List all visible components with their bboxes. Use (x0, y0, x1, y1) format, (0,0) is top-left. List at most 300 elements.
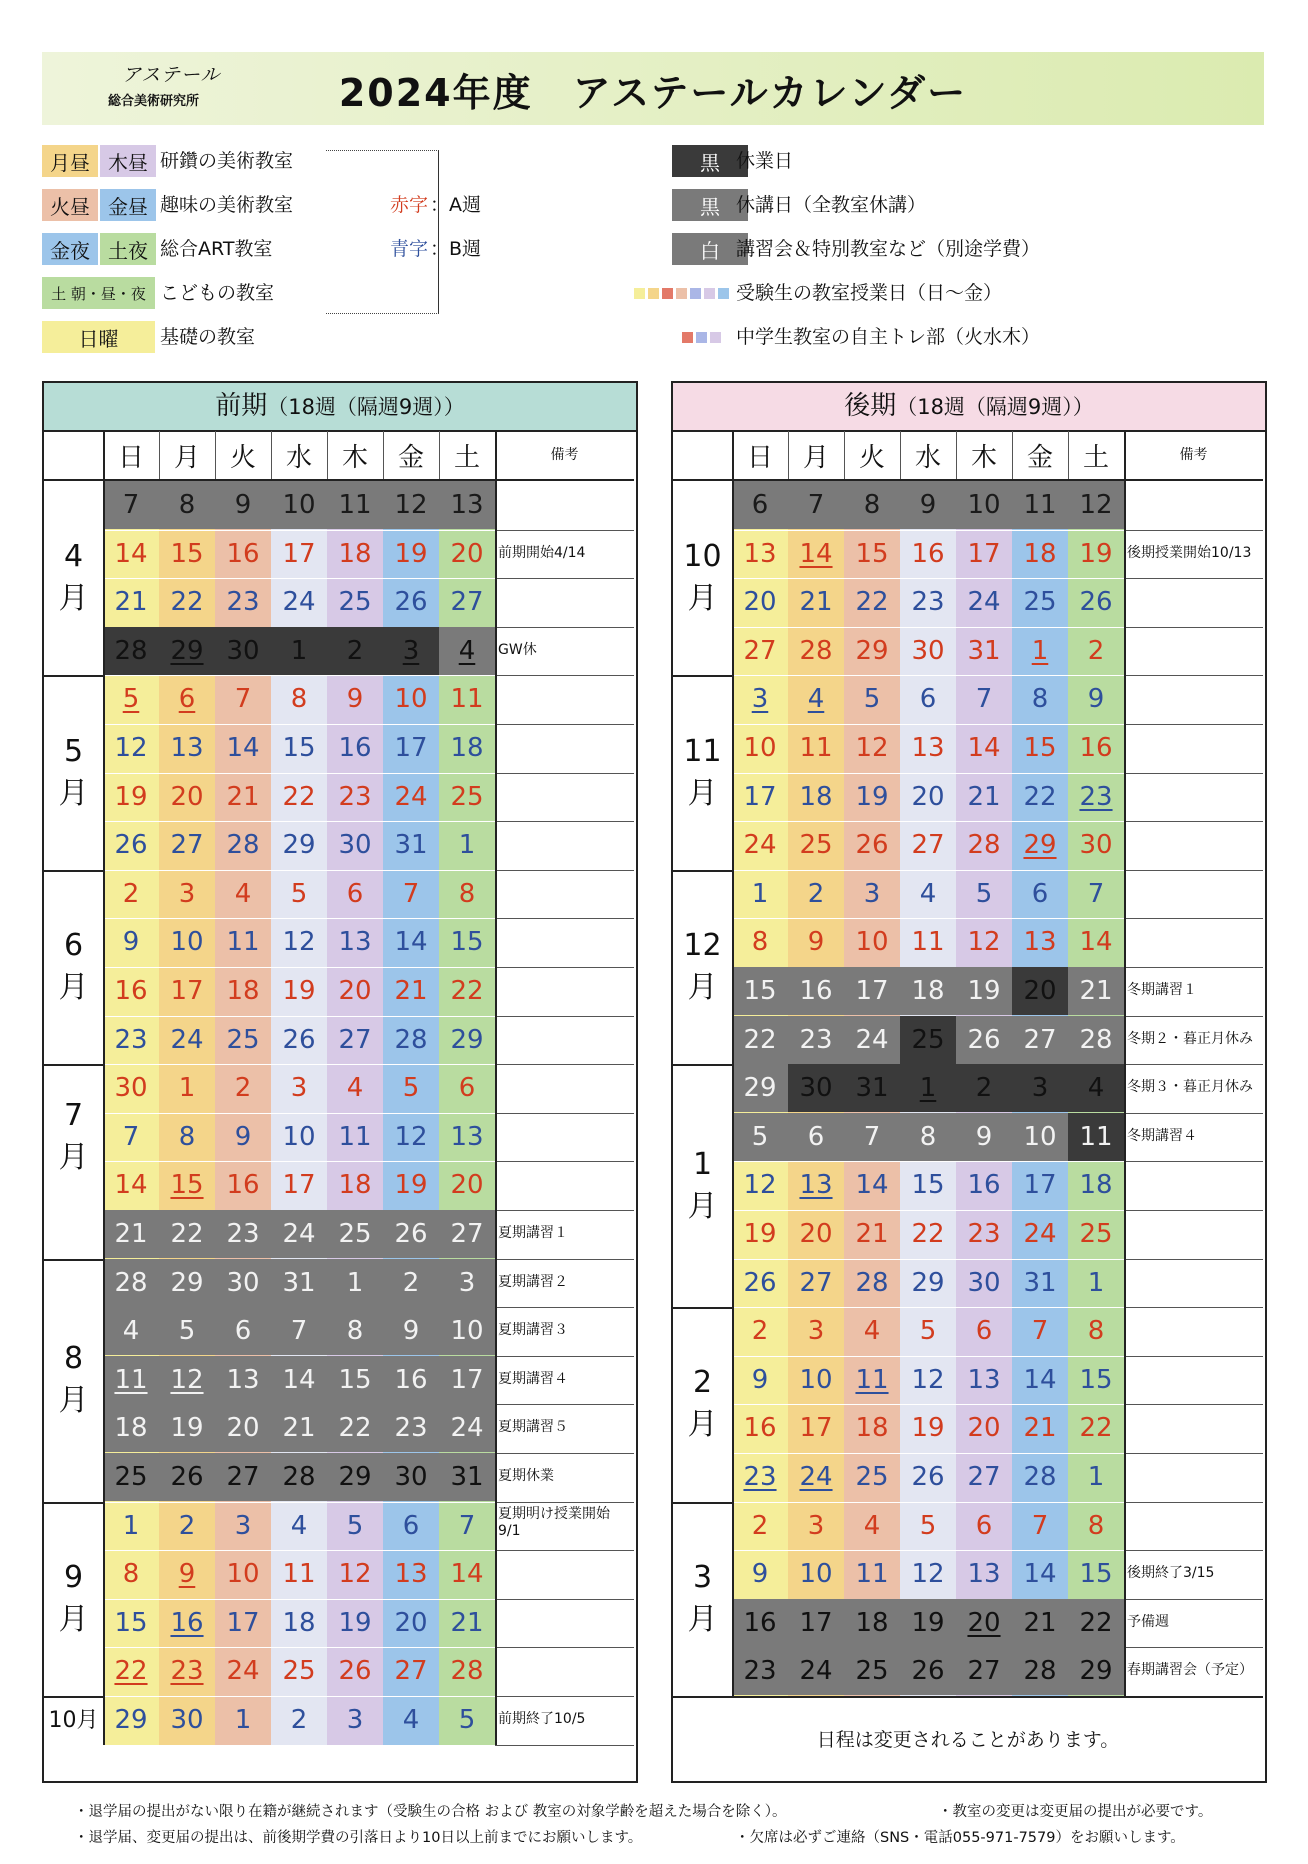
header-banner (42, 52, 1264, 125)
day-number: 23 (799, 1024, 833, 1055)
grid-line (1124, 870, 1263, 871)
day-cell (732, 870, 788, 918)
day-cell (844, 724, 900, 772)
day-cell (327, 1210, 383, 1258)
grid-line (383, 431, 384, 481)
day-cell (439, 1404, 495, 1452)
day-cell (215, 675, 271, 723)
day-number: 18 (911, 976, 945, 1006)
day-cell (844, 821, 900, 869)
day-cell (159, 821, 215, 869)
day-cell (327, 481, 383, 529)
day-cell (844, 1599, 900, 1647)
day-cell (1012, 1550, 1068, 1598)
day-number: 1 (1087, 1462, 1105, 1492)
month-label: 11 月 (683, 733, 722, 811)
day-cell (271, 773, 327, 821)
day-number: 18 (855, 1607, 889, 1638)
day-number: 11 (114, 1364, 148, 1395)
grid-line (495, 870, 634, 871)
day-number: 6 (1031, 878, 1049, 909)
day-number: 4 (1087, 1073, 1105, 1104)
legend-red-label: 赤字 (390, 194, 429, 216)
day-cell (844, 1356, 900, 1404)
day-number: 14 (967, 733, 1001, 763)
day-cell (215, 1502, 271, 1550)
legend-label: こどもの教室 (160, 282, 275, 304)
day-cell (271, 918, 327, 966)
day-cell (103, 1210, 159, 1258)
day-cell (327, 1161, 383, 1209)
grid-line (1124, 773, 1263, 774)
day-number: 10 (967, 490, 1001, 520)
grid-line (732, 431, 734, 1696)
day-number: 29 (114, 1705, 148, 1735)
day-cell (271, 1404, 327, 1452)
day-number: 8 (458, 878, 476, 909)
weekday-header: 月 (802, 442, 829, 473)
day-cell (327, 724, 383, 772)
day-cell (439, 1696, 495, 1744)
day-cell (732, 1356, 788, 1404)
grid-line (1124, 578, 1263, 579)
day-cell (383, 1210, 439, 1258)
day-cell (1012, 1599, 1068, 1647)
day-cell (732, 821, 788, 869)
day-cell (844, 918, 900, 966)
day-number: 24 (1023, 1219, 1057, 1249)
grid-line (495, 1647, 634, 1648)
day-cell (439, 578, 495, 626)
day-number: 19 (911, 1607, 945, 1638)
month-separator (673, 675, 732, 677)
day-number: 10 (799, 1364, 833, 1395)
day-number: 17 (799, 1607, 833, 1638)
grid-line (1124, 1404, 1263, 1405)
day-number: 27 (394, 1656, 428, 1687)
remarks-header: 備考 (1179, 447, 1208, 463)
day-cell (900, 724, 956, 772)
day-cell (327, 530, 383, 578)
grid-line (900, 431, 901, 481)
day-cell (159, 530, 215, 578)
day-cell (103, 918, 159, 966)
day-number: 4 (807, 684, 825, 715)
day-cell (215, 627, 271, 675)
day-cell (215, 1696, 271, 1744)
day-number: 9 (122, 927, 140, 958)
day-cell (1012, 1453, 1068, 1501)
term-subtitle: （18週（隔週9週）） (267, 395, 465, 419)
grid-line (1124, 1453, 1263, 1454)
day-cell (439, 1647, 495, 1695)
day-number: 10 (855, 927, 889, 958)
day-number: 25 (226, 1024, 260, 1055)
day-number: 9 (178, 1559, 196, 1590)
day-number: 19 (911, 1413, 945, 1444)
day-number: 27 (911, 830, 945, 861)
day-cell (844, 1453, 900, 1501)
day-cell (956, 1550, 1012, 1598)
day-cell (159, 773, 215, 821)
day-cell (732, 627, 788, 675)
day-number: 2 (346, 635, 364, 666)
day-number: 25 (338, 587, 372, 618)
legend-label: 趣味の美術教室 (160, 194, 294, 216)
day-cell (1012, 1404, 1068, 1452)
day-cell (383, 724, 439, 772)
day-number: 1 (122, 1510, 140, 1541)
day-number: 29 (170, 1267, 204, 1298)
day-cell (327, 870, 383, 918)
day-cell (956, 675, 1012, 723)
day-cell (159, 870, 215, 918)
day-cell (844, 1210, 900, 1258)
legend-chip: 木昼 (100, 145, 156, 177)
day-cell (439, 724, 495, 772)
day-number: 9 (346, 684, 364, 715)
day-cell (103, 870, 159, 918)
day-number: 8 (122, 1559, 140, 1590)
day-number: 15 (282, 733, 316, 763)
day-number: 29 (743, 1073, 777, 1104)
day-number: 26 (170, 1462, 204, 1492)
day-cell (383, 918, 439, 966)
day-number: 21 (855, 1219, 889, 1249)
day-cell (732, 1016, 788, 1064)
day-number: 9 (807, 927, 825, 958)
day-number: 13 (170, 733, 204, 763)
day-number: 13 (967, 1364, 1001, 1395)
day-cell (844, 578, 900, 626)
day-number: 7 (402, 878, 420, 909)
day-cell (327, 1696, 383, 1744)
day-number: 13 (394, 1559, 428, 1590)
day-cell (1012, 481, 1068, 529)
grid-line (495, 530, 634, 531)
day-cell (439, 481, 495, 529)
day-cell (103, 1502, 159, 1550)
day-cell (956, 724, 1012, 772)
day-number: 25 (855, 1656, 889, 1687)
day-cell (103, 1696, 159, 1744)
day-cell (1012, 627, 1068, 675)
day-number: 28 (799, 635, 833, 666)
day-cell (788, 918, 844, 966)
day-cell (1068, 1307, 1124, 1355)
day-number: 14 (114, 538, 148, 569)
day-cell (439, 1502, 495, 1550)
day-number: 29 (450, 1024, 484, 1055)
day-cell (900, 627, 956, 675)
day-cell (271, 627, 327, 675)
day-cell (159, 1404, 215, 1452)
day-number: 23 (170, 1656, 204, 1687)
day-cell (1068, 1113, 1124, 1161)
day-number: 30 (1079, 830, 1113, 861)
day-cell (956, 918, 1012, 966)
day-cell (159, 1550, 215, 1598)
day-number: 28 (282, 1462, 316, 1492)
row-remark: 夏期講習２ (498, 1273, 568, 1290)
grid-line (1124, 1210, 1263, 1211)
day-cell (900, 1356, 956, 1404)
day-cell (215, 724, 271, 772)
legend-label: 研鑽の美術教室 (160, 150, 294, 172)
day-cell (327, 627, 383, 675)
day-number: 16 (743, 1607, 777, 1638)
day-cell (788, 578, 844, 626)
day-cell (1068, 1356, 1124, 1404)
day-number: 22 (743, 1024, 777, 1055)
day-number: 29 (338, 1462, 372, 1492)
day-number: 29 (911, 1267, 945, 1298)
day-number: 11 (855, 1364, 889, 1395)
day-number: 15 (170, 538, 204, 569)
grid-line (1124, 1647, 1263, 1648)
day-cell (900, 870, 956, 918)
day-number: 21 (799, 587, 833, 618)
day-number: 19 (282, 976, 316, 1006)
day-number: 13 (743, 538, 777, 569)
day-cell (844, 675, 900, 723)
day-number: 8 (919, 1121, 937, 1152)
day-number: 7 (807, 490, 825, 520)
weekday-header: 水 (285, 442, 312, 473)
day-cell (383, 1016, 439, 1064)
day-cell (900, 1161, 956, 1209)
day-cell (956, 578, 1012, 626)
legend-right-label: 講習会＆特別教室など（別途学費） (736, 238, 1041, 260)
day-number: 9 (751, 1559, 769, 1590)
day-cell (159, 481, 215, 529)
day-number: 14 (1079, 927, 1113, 958)
day-cell (1012, 967, 1068, 1015)
day-cell (215, 578, 271, 626)
month-label: 10月 (48, 1708, 99, 1734)
day-number: 3 (1031, 1073, 1049, 1104)
legend-right-label: 休講日（全教室休講） (736, 194, 927, 216)
day-cell (788, 773, 844, 821)
day-cell (1012, 1161, 1068, 1209)
day-cell (956, 1453, 1012, 1501)
day-cell (732, 724, 788, 772)
day-cell (956, 1113, 1012, 1161)
day-cell (383, 530, 439, 578)
day-number: 1 (234, 1705, 252, 1735)
day-number: 13 (1023, 927, 1057, 958)
day-number: 21 (1023, 1607, 1057, 1638)
day-cell (271, 1599, 327, 1647)
day-number: 5 (919, 1510, 937, 1541)
day-number: 18 (282, 1607, 316, 1638)
day-number: 8 (1087, 1316, 1105, 1347)
day-number: 12 (114, 733, 148, 763)
day-cell (327, 1356, 383, 1404)
day-cell (956, 1064, 1012, 1112)
day-number: 6 (807, 1121, 825, 1152)
day-number: 24 (799, 1656, 833, 1687)
day-number: 19 (394, 1170, 428, 1201)
day-cell (383, 1599, 439, 1647)
day-cell (215, 1599, 271, 1647)
day-cell (215, 1647, 271, 1695)
day-number: 10 (170, 927, 204, 958)
month-separator (44, 1064, 103, 1066)
grid-line (1124, 724, 1263, 725)
day-number: 21 (1023, 1413, 1057, 1444)
day-number: 6 (919, 684, 937, 715)
grid-line (495, 1696, 634, 1697)
legend-chip: 火昼 (42, 189, 98, 221)
day-cell (844, 1307, 900, 1355)
day-number: 5 (290, 878, 308, 909)
day-number: 17 (282, 1170, 316, 1201)
grid-line (495, 1550, 634, 1551)
day-number: 11 (799, 733, 833, 763)
day-number: 24 (855, 1024, 889, 1055)
day-number: 7 (863, 1121, 881, 1152)
row-remark: 夏期休業 (498, 1468, 554, 1484)
day-number: 2 (122, 878, 140, 909)
day-number: 16 (967, 1170, 1001, 1201)
weekday-header: 土 (1082, 442, 1109, 473)
day-number: 17 (743, 781, 777, 812)
grid-line (495, 675, 634, 676)
day-cell (900, 1016, 956, 1064)
day-cell (439, 1016, 495, 1064)
day-cell (1068, 1064, 1124, 1112)
day-cell (1068, 675, 1124, 723)
day-cell (1068, 1453, 1124, 1501)
day-number: 21 (394, 976, 428, 1006)
grid-line (215, 431, 216, 481)
month-label: 8 月 (58, 1341, 89, 1419)
day-number: 15 (911, 1170, 945, 1201)
day-number: 2 (178, 1510, 196, 1541)
day-cell (215, 1064, 271, 1112)
day-cell (732, 1113, 788, 1161)
day-cell (439, 967, 495, 1015)
logo-line1: アステール (122, 64, 221, 86)
day-cell (1068, 1647, 1124, 1695)
day-number: 26 (114, 830, 148, 861)
day-cell (1068, 870, 1124, 918)
day-cell (732, 1161, 788, 1209)
day-number: 17 (394, 733, 428, 763)
day-number: 23 (911, 587, 945, 618)
grid-line (788, 431, 789, 481)
day-number: 20 (394, 1607, 428, 1638)
row-remark: 夏期講習３ (498, 1322, 568, 1339)
day-cell (1068, 1259, 1124, 1307)
grid-line (1124, 1259, 1263, 1260)
day-number: 18 (799, 781, 833, 812)
day-number: 12 (911, 1559, 945, 1590)
day-number: 14 (226, 733, 260, 763)
day-number: 6 (975, 1510, 993, 1541)
day-cell (271, 1307, 327, 1355)
day-cell (956, 481, 1012, 529)
legend-blue-label: 青字 (390, 238, 429, 260)
grid-line (1124, 1550, 1263, 1551)
day-cell (159, 1696, 215, 1744)
day-cell (103, 1064, 159, 1112)
day-cell (732, 773, 788, 821)
row-remark: 夏期講習４ (498, 1370, 568, 1387)
day-cell (1068, 1599, 1124, 1647)
day-number: 13 (967, 1559, 1001, 1590)
day-number: 4 (122, 1316, 140, 1347)
day-cell (732, 481, 788, 529)
term-title: 前期 (215, 391, 268, 421)
grid-line (495, 1161, 634, 1162)
day-cell (844, 1113, 900, 1161)
day-number: 28 (114, 1267, 148, 1298)
day-cell (1068, 627, 1124, 675)
day-cell (956, 1404, 1012, 1452)
day-number: 26 (967, 1024, 1001, 1055)
grid-line (1068, 431, 1069, 481)
term-title: 後期 (844, 391, 897, 421)
weekday-header: 土 (453, 442, 480, 473)
day-number: 11 (450, 684, 484, 715)
day-number: 7 (122, 1121, 140, 1152)
day-number: 29 (855, 635, 889, 666)
day-cell (383, 481, 439, 529)
day-number: 21 (114, 1219, 148, 1249)
grid-line (495, 1356, 634, 1357)
day-number: 20 (743, 587, 777, 618)
day-number: 10 (282, 1121, 316, 1152)
day-number: 18 (1079, 1170, 1113, 1201)
day-cell (383, 870, 439, 918)
day-cell (327, 1550, 383, 1598)
day-number: 25 (338, 1219, 372, 1249)
term-subtitle: （18週（隔週9週）） (896, 395, 1094, 419)
day-cell (159, 967, 215, 1015)
grid-line (1124, 1599, 1263, 1600)
legend-chip: 金昼 (100, 189, 156, 221)
day-cell (383, 627, 439, 675)
day-cell (900, 918, 956, 966)
grid-line (495, 1113, 634, 1114)
day-cell (103, 1307, 159, 1355)
day-cell (271, 1647, 327, 1695)
day-number: 23 (967, 1219, 1001, 1249)
day-number: 29 (170, 635, 204, 666)
day-number: 22 (338, 1413, 372, 1444)
day-cell (788, 821, 844, 869)
day-number: 22 (855, 587, 889, 618)
day-number: 27 (450, 1219, 484, 1249)
grid-line (1124, 1113, 1263, 1114)
day-number: 19 (170, 1413, 204, 1444)
row-remark: 春期講習会（予定） (1127, 1662, 1253, 1679)
day-cell (103, 627, 159, 675)
day-number: 20 (967, 1607, 1001, 1638)
day-cell (956, 1259, 1012, 1307)
day-cell (956, 870, 1012, 918)
day-cell (271, 821, 327, 869)
month-label: 3 月 (687, 1559, 718, 1637)
day-cell (439, 675, 495, 723)
day-cell (788, 1453, 844, 1501)
day-cell (844, 1161, 900, 1209)
weekday-header: 日 (117, 442, 144, 473)
day-cell (732, 1210, 788, 1258)
day-cell (439, 627, 495, 675)
